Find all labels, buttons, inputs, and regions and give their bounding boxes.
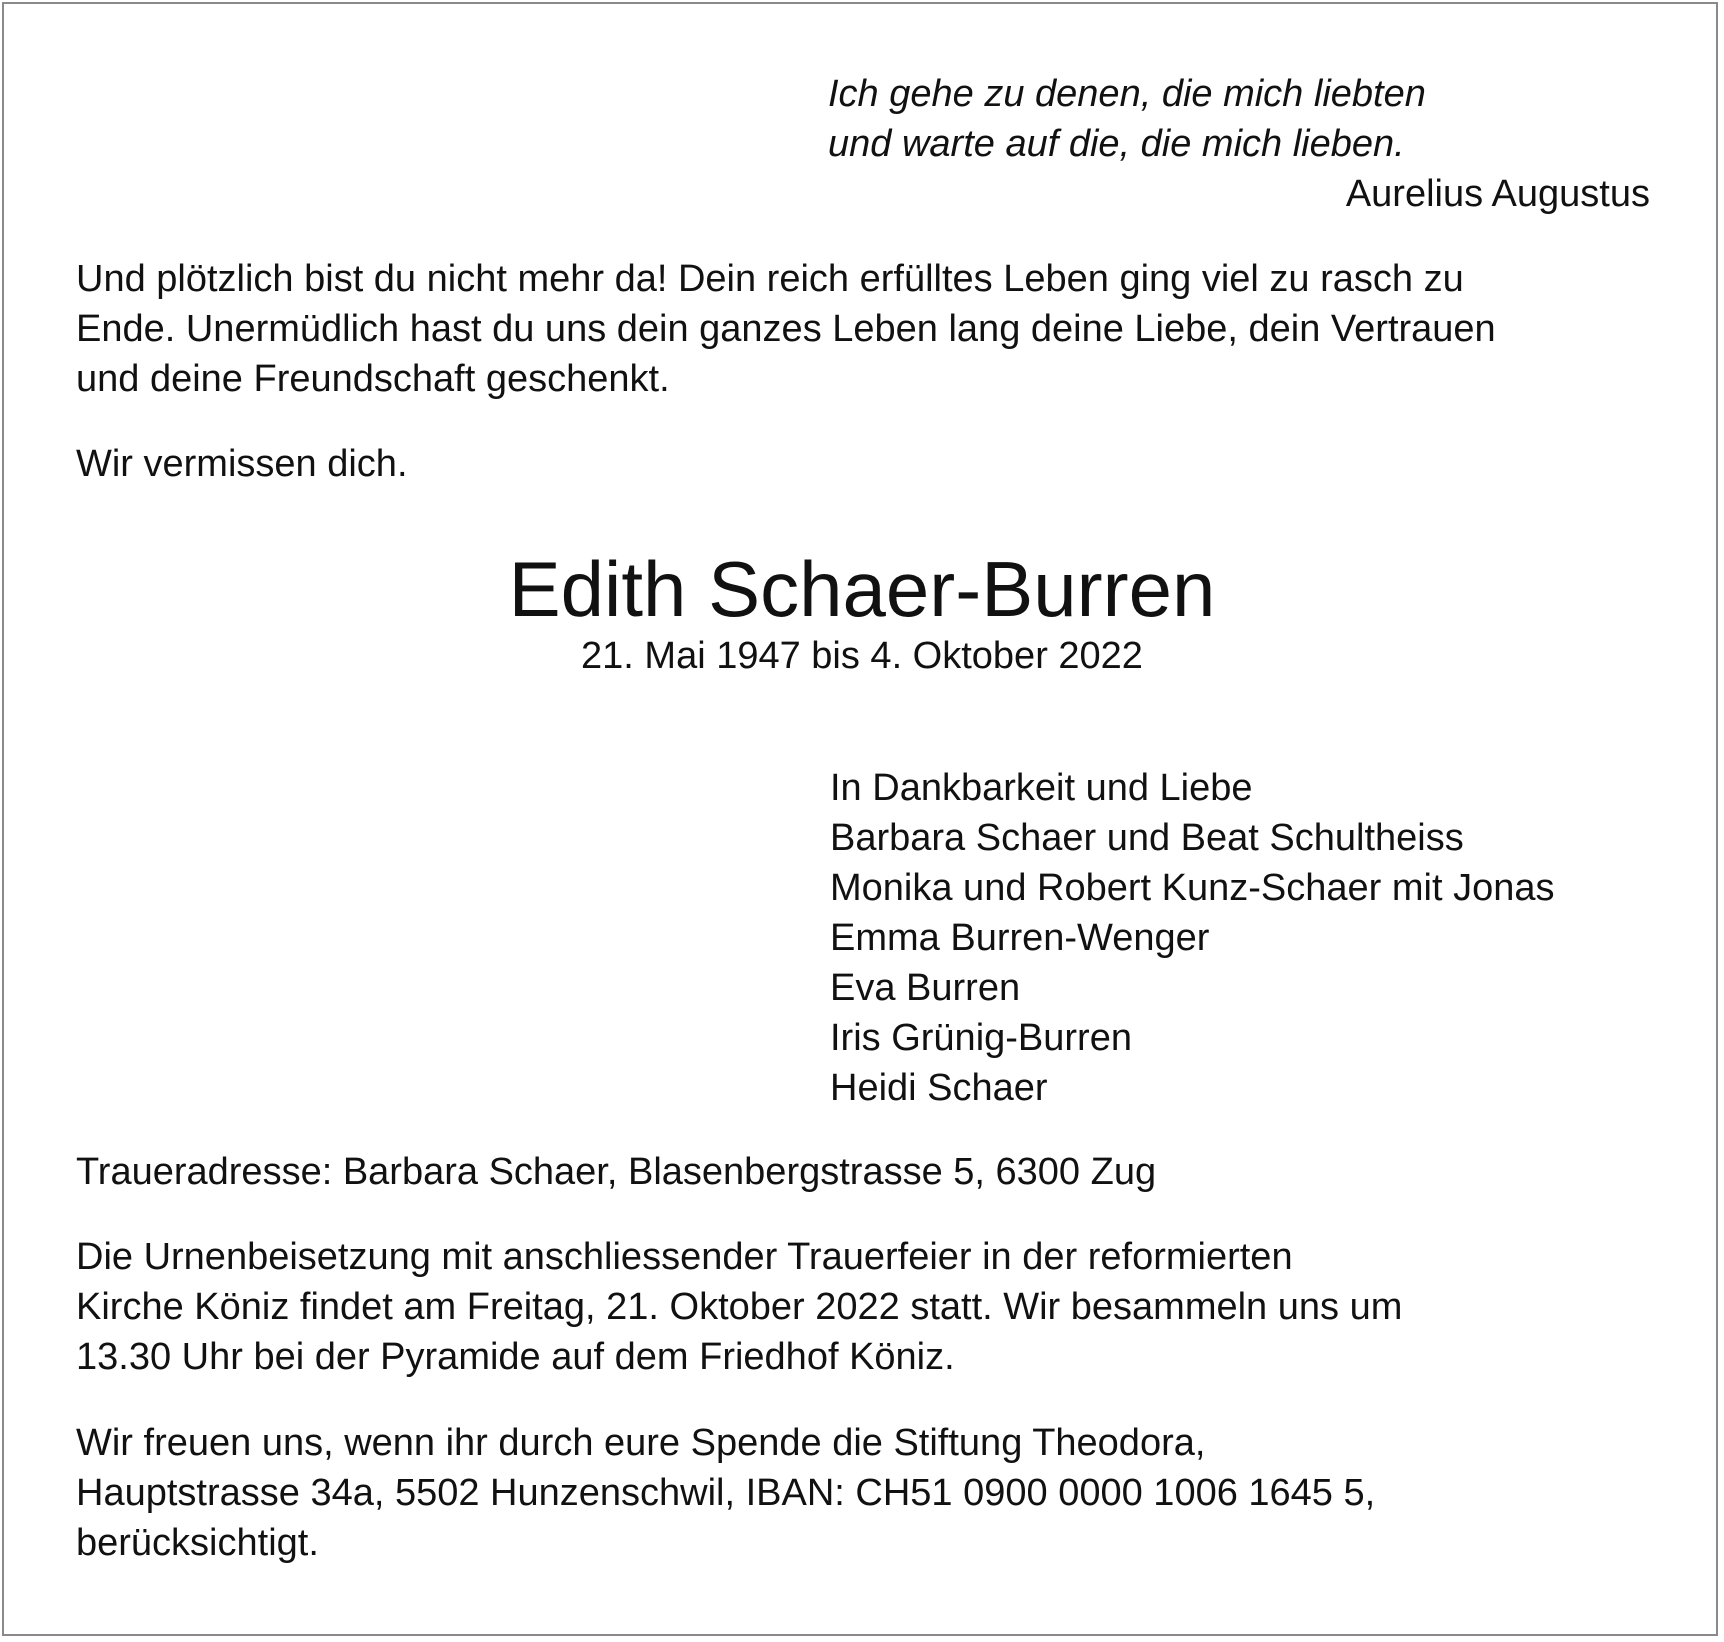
- deceased-name: Edith Schaer-Burren: [508, 545, 1216, 633]
- ceremony-line: Die Urnenbeisetzung mit anschliessender Trauerfeier in der reformierten: [76, 1236, 1293, 1278]
- intro-line: und deine Freundschaft geschenkt.: [76, 358, 670, 400]
- intro-line: Und plötzlich bist du nicht mehr da! Dein reich erfülltes Leben ging viel zu rasch zu: [76, 258, 1464, 300]
- mourning-address: Traueradresse: Barbara Schaer, Blasenbergstrasse 5, 6300 Zug: [76, 1151, 1157, 1193]
- ceremony-line: Kirche Köniz findet am Freitag, 21. Oktober 2022 statt. Wir besammeln uns um: [76, 1286, 1403, 1328]
- deceased-dates: 21. Mai 1947 bis 4. Oktober 2022: [581, 635, 1143, 677]
- mourners-list: [830, 763, 1554, 1113]
- intro-paragraph: [76, 254, 1496, 404]
- motto-quote: [828, 69, 1426, 169]
- mourner-name: Emma Burren-Wenger: [830, 917, 1210, 959]
- motto-line: Ich gehe zu denen, die mich liebten: [828, 73, 1426, 115]
- ceremony-line: 13.30 Uhr bei der Pyramide auf dem Friedhof Köniz.: [76, 1336, 955, 1378]
- mourners-heading: In Dankbarkeit und Liebe: [830, 767, 1253, 809]
- motto-author: Aurelius Augustus: [1345, 173, 1650, 215]
- motto-line: und warte auf die, die mich lieben.: [828, 123, 1405, 165]
- mourner-name: Barbara Schaer und Beat Schultheiss: [830, 817, 1464, 859]
- donation-line: Wir freuen uns, wenn ihr durch eure Spende die Stiftung Theodora,: [76, 1422, 1206, 1464]
- intro-line: Ende. Unermüdlich hast du uns dein ganzes Leben lang deine Liebe, dein Vertrauen: [76, 308, 1496, 350]
- mourner-name: Eva Burren: [830, 967, 1021, 1009]
- donation-paragraph: [76, 1418, 1375, 1568]
- mourner-name: Monika und Robert Kunz-Schaer mit Jonas: [830, 867, 1555, 909]
- ceremony-paragraph: [76, 1232, 1402, 1382]
- mourner-name: Iris Grünig-Burren: [830, 1017, 1132, 1059]
- intro-closing: Wir vermissen dich.: [76, 443, 408, 485]
- donation-line: Hauptstrasse 34a, 5502 Hunzenschwil, IBAN: CH51 0900 0000 1006 1645 5,: [76, 1472, 1376, 1514]
- mourner-name: Heidi Schaer: [830, 1067, 1048, 1109]
- donation-line: berücksichtigt.: [76, 1522, 319, 1564]
